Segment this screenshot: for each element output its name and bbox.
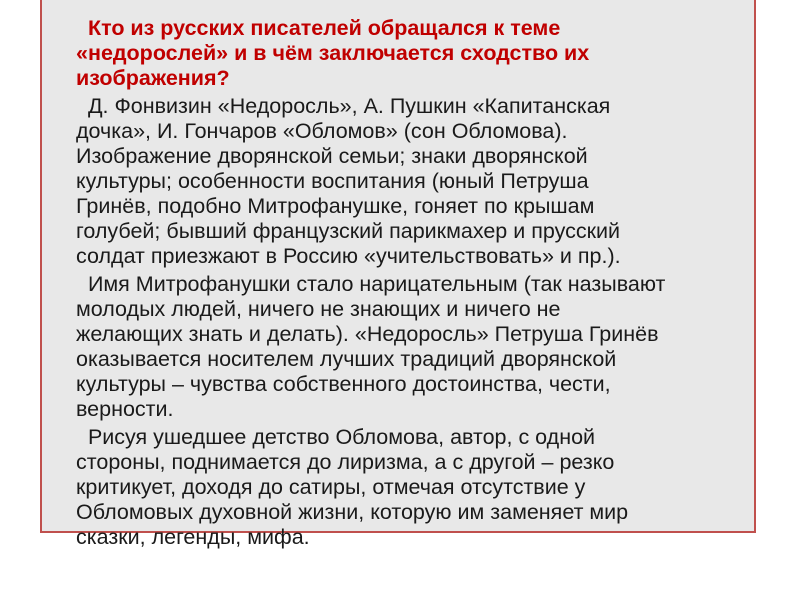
question-heading	[76, 16, 748, 91]
paragraph-line: культуры – чувства собственного достоинства, чести,	[76, 372, 611, 396]
paragraph-line: критикует, доходя до сатиры, отмечая отсутствие у	[76, 475, 586, 499]
paragraph-line: Обломовых духовной жизни, которую им заменяет мир	[76, 500, 629, 524]
paragraph-line: оказывается носителем лучших традиций дворянской	[76, 347, 617, 371]
paragraph-line: молодых людей, ничего не знающих и ничего не	[76, 297, 561, 321]
question-line: изображения?	[76, 66, 230, 90]
paragraph-line: культуры; особенности воспитания (юный Петруша	[76, 169, 589, 193]
paragraph-line: желающих знать и делать). «Недоросль» Петруша Гринёв	[76, 322, 659, 346]
paragraph-line: Изображение дворянской семьи; знаки дворянской	[76, 144, 588, 168]
paragraph-line: голубей; бывший французский парикмахер и прусский	[76, 219, 620, 243]
paragraph-line: сказки, легенды, мифа.	[76, 525, 310, 549]
slide-text	[76, 16, 748, 550]
paragraph-line: Д. Фонвизин «Недоросль», А. Пушкин «Капитанская	[76, 94, 611, 118]
paragraph-line: солдат приезжают в Россию «учительствовать» и пр.).	[76, 244, 621, 268]
paragraph-line: дочка», И. Гончаров «Обломов» (сон Обломова).	[76, 119, 568, 143]
answer-paragraph-3	[76, 425, 748, 550]
question-line: Кто из русских писателей обращался к теме	[76, 16, 561, 40]
answer-paragraph-1	[76, 94, 748, 269]
paragraph-line: Гринёв, подобно Митрофанушке, гоняет по крышам	[76, 194, 595, 218]
paragraph-line: Рисуя ушедшее детство Обломова, автор, с одной	[76, 425, 596, 449]
paragraph-line: верности.	[76, 397, 174, 421]
question-line: «недорослей» и в чём заключается сходство их	[76, 41, 590, 65]
answer-paragraph-2	[76, 272, 748, 422]
paragraph-line: стороны, поднимается до лиризма, а с другой – резко	[76, 450, 615, 474]
paragraph-line: Имя Митрофанушки стало нарицательным (так называют	[76, 272, 666, 296]
